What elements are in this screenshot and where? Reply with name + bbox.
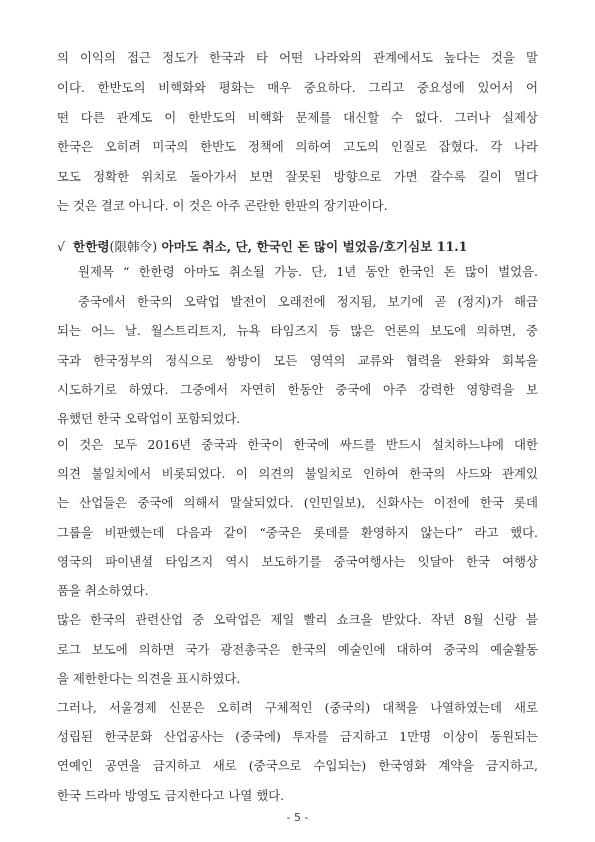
text-line: 유했던 한국 오락업이 포함되었다. (57, 411, 241, 426)
text-line: 그룹을 비판했는데 다음과 같이 “중국은 롯데를 환영하지 않는다” 라고 했다. (57, 525, 538, 540)
text-line: 이다. 한반도의 비핵화와 평화는 매우 중요하다. 그리고 중요성에 있어서 어 (57, 80, 538, 95)
heading-title-start: 한한령 (73, 239, 110, 254)
text-line: 는 산업들은 중국에 의해서 말살되었다. (인민일보), 신화사는 이전에 한국 롯데 (57, 495, 538, 510)
heading-title-hanja: (限韩令) (109, 239, 158, 254)
text-line: 는 것은 결코 아니다. 이 것은 아주 곤란한 한판의 장기판이다. (57, 198, 388, 213)
text-line: 떤 다른 관계도 이 한반도의 비핵화 문제를 대신할 수 없다. 그러나 실제상 (57, 110, 538, 125)
heading-title-rest: 아마도 취소, 단, 한국인 돈 많이 벌었음/호기심보 11.1 (157, 239, 468, 254)
text-line: 많은 한국의 관련산업 중 오락업은 제일 빨리 쇼크을 받았다. 작년 8월 신랑 블 (57, 612, 538, 627)
text-line: 연예인 공연을 금지하고 새로 (중국으로 수입되는) 한국영화 계약을 금지하고, (57, 758, 538, 773)
text-line: 의견 불일치에서 비롯되었다. 이 의견의 불일치로 인하여 한국의 사드와 관계있 (57, 466, 538, 481)
text-line: 모도 정확한 위치로 돌아가서 보면 잘못된 방향으로 가면 갈수록 길이 멀다 (57, 169, 538, 184)
text-line: 을 제한한다는 의견을 표시하였다. (57, 671, 241, 686)
text-line: 한국 드라마 방영도 금지한다고 나열 했다. (57, 788, 285, 803)
text-line: 시도하기로 하였다. 그중에서 자연히 한동안 중국에 아주 강력한 영향력을 보 (57, 382, 538, 397)
page-number: - 5 - (286, 811, 309, 824)
text-line: 성립된 한국문화 산업공사는 (중국에) 투자를 금지하고 1만명 이상이 동원되는 (57, 729, 538, 744)
text-line: 품을 취소하였다. (57, 583, 149, 598)
text-line: 이 것은 모두 2016년 중국과 한국이 한국에 싸드를 반드시 설치하느냐에 대한 (57, 437, 538, 452)
text-line: 로그 보도에 의하면 국가 광전총국은 한국의 예술인에 대하여 중국의 예술활동 (57, 642, 538, 657)
text-line: 영국의 파이낸셜 타임즈지 역시 보도하기를 중국여행사는 잇달아 한국 여행상 (57, 554, 538, 569)
text-line: 중국에서 한국의 오락업 발전이 오래전에 정지됨, 보기에 곧 (정지)가 해금 (78, 294, 538, 309)
text-line: 그러나, 서울경제 신문은 오히려 구체적인 (중국의) 대책을 나열하였는데 새로 (57, 700, 538, 715)
text-line: 의 이익의 접근 정도가 한국과 타 어떤 나라와의 관계에서도 높다는 것을 말 (57, 50, 538, 65)
section-heading (57, 238, 538, 255)
text-line: 되는 어느 날. 월스트리트지, 뉴욕 타임즈지 등 많은 언론의 보도에 의하면, 중 (57, 323, 538, 338)
text-line: 한국은 오히려 미국의 한반도 정책에 의하여 고도의 인질로 잡혔다. 각 나라 (57, 139, 538, 154)
text-line: 원제목 “ 한한령 아마도 취소될 가능. 단, 1년 동안 한국인 돈 많이 벌었음. (78, 264, 538, 279)
text-line: 국과 한국정부의 정식으로 쌍방이 모든 영역의 교류와 협력을 완화와 회복을 (57, 353, 538, 368)
checkmark-icon: √ (57, 239, 66, 254)
